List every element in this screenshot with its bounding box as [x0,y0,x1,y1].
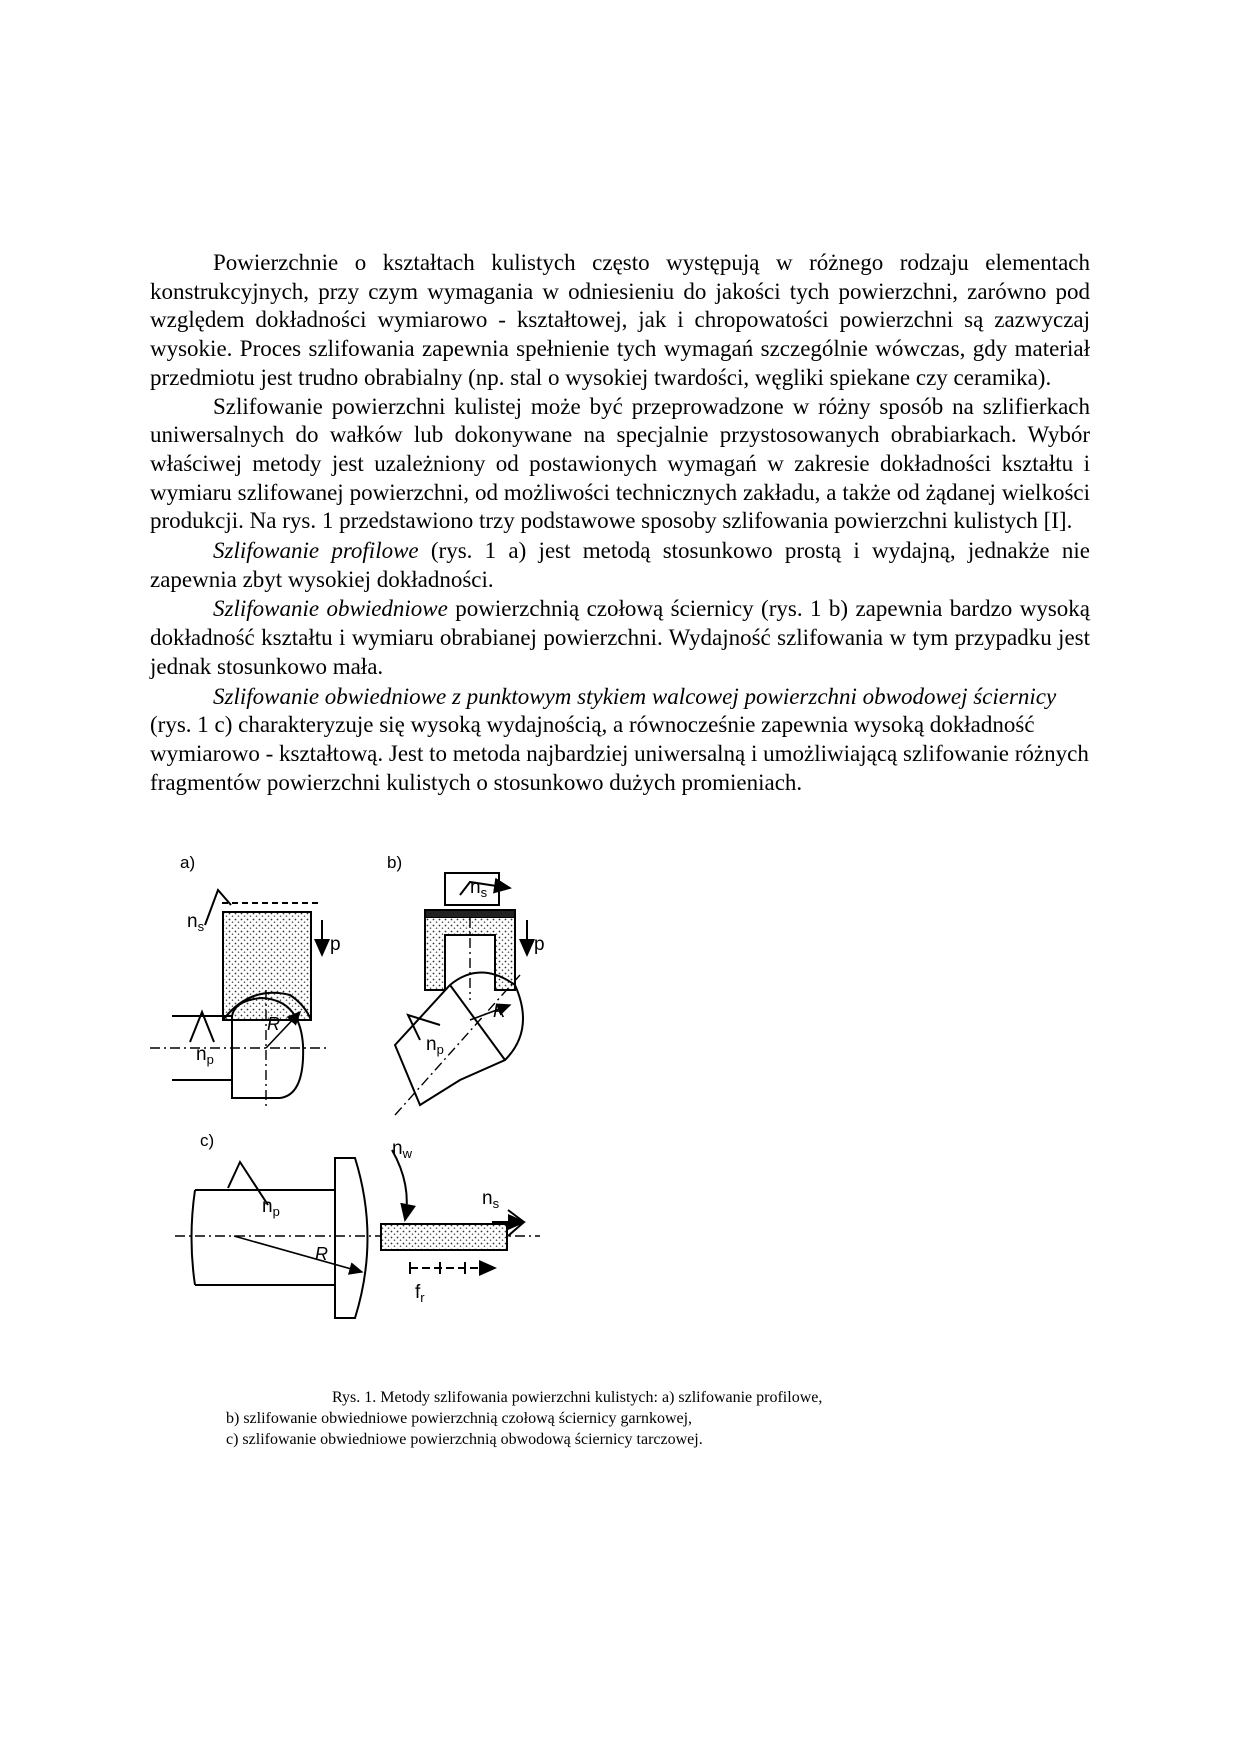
caption-line-2: b) szlifowanie obwiedniowe powierzchnią czołową ściernicy garnkowej, [226,1410,693,1427]
paragraph-2: Szlifowanie powierzchni kulistej może być przeprowadzone w różny sposób na szlifierkach uniwersalnych do wałków lub dokonywane na specjalnie przystosowanych obrabiarkach. Wybór właściwej metody jest uzależniony od postawionych wymagań w zakresie dokładności kształtu i wymiaru szlifowanej powierzchni, od możliwości technicznych zakładu, a także od żądanej wielkości produkcji. Na rys. 1 przedstawiono trzy podstawowe sposoby szlifowania powierzchni kulistych [I]. [150,393,1090,534]
R-label-b: R [493,1001,506,1021]
ns-label-c: $n_s$ [482,1188,500,1211]
paragraph-3-text: (rys. 1 a) jest metodą stosunkowo prostą i wydajną, jednakże nie zapewnia zbyt wysokiej dokładności. [150,538,1090,592]
grinding-wheel-c [381,1224,507,1250]
caption-line-3: c) szlifowanie obwiedniowe powierzchnią obwodową ściernicy tarczowej. [226,1431,703,1448]
panel-c-label: c) [200,1131,215,1150]
paragraph-5-text: (rys. 1 c) charakteryzuje się wysoką wydajnością, a równocześnie zapewnia wysoką dokładność wymiarowo - kształtową. Jest to metoda najbardziej uniwersalną i umożliwiającą szlifowanie różnych fragmentów powierzchni kulistych o stosunkowo dużych promieniach. [150,712,1089,795]
paragraph-4-text: powierzchnią czołową ściernicy (rys. 1 b) zapewnia bardzo wysoką dokładność kształtu i wymiaru obrabianej powierzchni. Wydajność szlifowania w tym przypadku jest jednak stosunkowo mała. [150,596,1090,679]
ns-label-a: $n_s$ [187,911,205,934]
paragraph-1: Powierzchnie o kształtach kulistych często występują w różnego rodzaju elementach konstrukcyjnych, przy czym wymagania w odniesieniu do jakości tych powierzchni, zarówno pod względem dokładności wymiarowo - kształtowej, jak i chropowatości powierzchni są zazwyczaj wysokie. Proces szlifowania zapewnia spełnienie tych wymagań szczególnie wówczas, gdy materiał przedmiotu jest trudno obrabialny (np. stal o wysokiej twardości, węgliki spiekane czy ceramika). [150,250,1090,390]
panel-a-label: a) [180,853,196,872]
figure-caption [226,1387,986,1450]
paragraph-4-emphasis: Szlifowanie obwiedniowe [213,596,448,622]
paragraph-3-emphasis: Szlifowanie profilowe [213,538,419,564]
fr-feed-c [410,1262,495,1274]
p-label-a: p [330,934,341,955]
caption-line-1: Rys. 1. Metody szlifowania powierzchni kulistych: a) szlifowanie profilowe, [332,1389,823,1406]
panel-c-peripheral-grinding [175,1131,540,1318]
np-label-c: $n_p$ [262,1196,280,1219]
np-label-a: $n_p$ [196,1044,214,1067]
paragraph-5-emphasis: Szlifowanie obwiedniowe z punktowym stykiem walcowej powierzchni obwodowej ściernicy [213,683,1057,709]
workpiece-b [395,973,523,1116]
grinding-wheel-a [222,903,320,1020]
nw-label-c: $n_w$ [392,1138,412,1161]
panel-b-label: b) [387,853,403,872]
cup-wheel-b [425,910,515,1000]
panel-b-face-grinding [387,853,545,1115]
fr-label-c: $f_r$ [415,1282,425,1305]
p-label-b: p [534,934,545,955]
np-label-b: $n_p$ [426,1034,444,1057]
panel-a-profile-grinding [150,853,341,1110]
R-label-c: R [315,1244,328,1264]
R-label-a: R [267,1014,280,1034]
ns-label-b: $n_s$ [470,877,488,900]
